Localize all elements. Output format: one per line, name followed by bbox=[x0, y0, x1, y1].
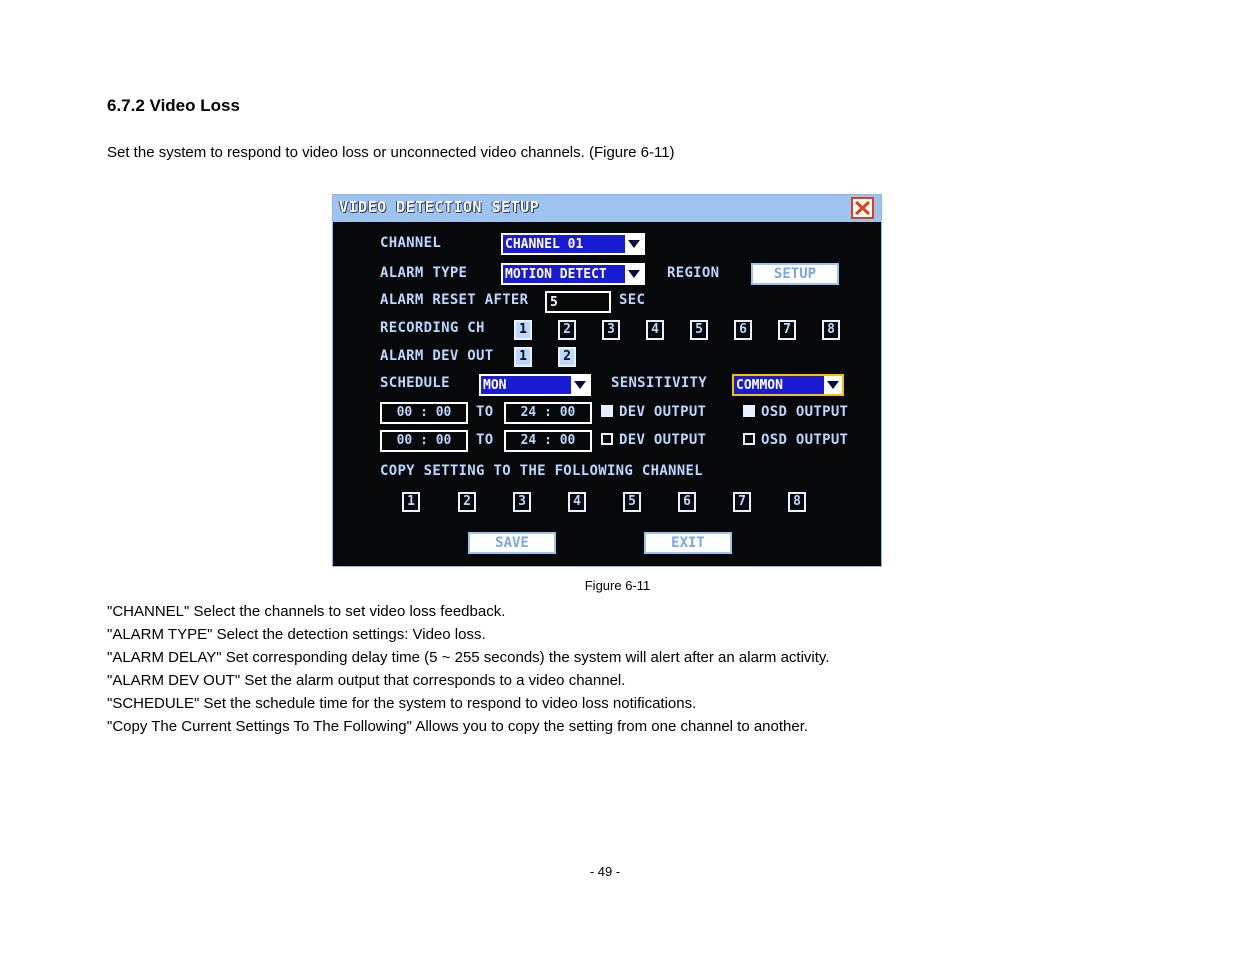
channel-label: CHANNEL bbox=[380, 235, 442, 251]
schedule-1-osd-output-label: OSD OUTPUT bbox=[761, 404, 849, 420]
schedule-1-osd-output-checkbox[interactable] bbox=[743, 405, 755, 417]
recording-ch-5-checkbox[interactable]: 5 bbox=[690, 320, 708, 340]
schedule-2-dev-output-checkbox[interactable] bbox=[601, 433, 613, 445]
recording-ch-3-checkbox[interactable]: 3 bbox=[602, 320, 620, 340]
copy-setting-label: COPY SETTING TO THE FOLLOWING CHANNEL bbox=[380, 463, 703, 479]
sec-label: SEC bbox=[619, 292, 646, 308]
intro-text: Set the system to respond to video loss or unconnected video channels. (Figure 6-11) bbox=[107, 144, 675, 161]
exit-button[interactable]: EXIT bbox=[644, 532, 732, 554]
schedule-day-select[interactable] bbox=[479, 374, 591, 396]
schedule-2-to-label: TO bbox=[476, 432, 494, 448]
schedule-2-osd-output-label: OSD OUTPUT bbox=[761, 432, 849, 448]
alarm-reset-input[interactable] bbox=[545, 291, 611, 313]
sensitivity-select[interactable] bbox=[732, 374, 844, 396]
description-schedule: "SCHEDULE" Set the schedule time for the system to respond to video loss notifications. bbox=[107, 695, 697, 712]
page-number: - 49 - bbox=[589, 864, 621, 879]
schedule-day-value: MON bbox=[483, 378, 507, 393]
description-copy-settings: "Copy The Current Settings To The Following" Allows you to copy the setting from one channel to another. bbox=[107, 718, 809, 735]
recording-ch-1-checkbox[interactable]: 1 bbox=[514, 320, 532, 340]
description-list bbox=[107, 600, 829, 738]
copy-ch-6-checkbox[interactable]: 6 bbox=[678, 492, 696, 512]
sensitivity-value: COMMON bbox=[736, 378, 783, 393]
description-alarm-delay: "ALARM DELAY" Set corresponding delay time (5 ~ 255 seconds) the system will alert after an alarm activity. bbox=[107, 649, 830, 666]
schedule-2-to-input[interactable]: 24 : 00 bbox=[504, 430, 592, 452]
copy-ch-2-checkbox[interactable]: 2 bbox=[458, 492, 476, 512]
recording-ch-8-checkbox[interactable]: 8 bbox=[822, 320, 840, 340]
schedule-label: SCHEDULE bbox=[380, 375, 450, 391]
recording-ch-7-checkbox[interactable]: 7 bbox=[778, 320, 796, 340]
alarm-reset-label: ALARM RESET AFTER bbox=[380, 292, 529, 308]
schedule-1-from-input[interactable]: 00 : 00 bbox=[380, 402, 468, 424]
copy-ch-3-checkbox[interactable]: 3 bbox=[513, 492, 531, 512]
copy-ch-7-checkbox[interactable]: 7 bbox=[733, 492, 751, 512]
figure-caption: Figure 6-11 bbox=[584, 578, 651, 593]
close-icon bbox=[855, 201, 870, 215]
chevron-down-icon bbox=[569, 376, 589, 394]
recording-ch-6-checkbox[interactable]: 6 bbox=[734, 320, 752, 340]
recording-ch-4-checkbox[interactable]: 4 bbox=[646, 320, 664, 340]
description-channel: "CHANNEL" Select the channels to set video loss feedback. bbox=[107, 603, 506, 620]
channel-select[interactable] bbox=[501, 233, 645, 255]
description-alarm-dev-out: "ALARM DEV OUT" Set the alarm output that corresponds to a video channel. bbox=[107, 672, 626, 689]
copy-ch-5-checkbox[interactable]: 5 bbox=[623, 492, 641, 512]
chevron-down-icon bbox=[623, 235, 643, 253]
alarm-out-1-checkbox[interactable]: 1 bbox=[514, 347, 532, 367]
dialog-title: VIDEO DETECTION SETUP bbox=[339, 198, 540, 216]
recording-ch-label: RECORDING CH bbox=[380, 320, 485, 336]
alarm-type-select[interactable] bbox=[501, 263, 645, 285]
alarm-out-2-checkbox[interactable]: 2 bbox=[558, 347, 576, 367]
schedule-1-dev-output-label: DEV OUTPUT bbox=[619, 404, 707, 420]
copy-ch-1-checkbox[interactable]: 1 bbox=[402, 492, 420, 512]
alarm-reset-value: 5 bbox=[550, 295, 558, 310]
alarm-dev-out-label: ALARM DEV OUT bbox=[380, 348, 494, 364]
schedule-1-dev-output-checkbox[interactable] bbox=[601, 405, 613, 417]
copy-ch-8-checkbox[interactable]: 8 bbox=[788, 492, 806, 512]
schedule-2-from-input[interactable]: 00 : 00 bbox=[380, 430, 468, 452]
save-button[interactable]: SAVE bbox=[468, 532, 556, 554]
section-heading: 6.7.2 Video Loss bbox=[107, 96, 240, 115]
schedule-2-osd-output-checkbox[interactable] bbox=[743, 433, 755, 445]
schedule-1-to-label: TO bbox=[476, 404, 494, 420]
schedule-1-to-input[interactable]: 24 : 00 bbox=[504, 402, 592, 424]
chevron-down-icon bbox=[822, 376, 842, 394]
dialog-title-bar bbox=[333, 195, 881, 222]
region-label: REGION bbox=[667, 265, 720, 281]
setup-button[interactable]: SETUP bbox=[751, 263, 839, 285]
schedule-2-dev-output-label: DEV OUTPUT bbox=[619, 432, 707, 448]
chevron-down-icon bbox=[623, 265, 643, 283]
sensitivity-label: SENSITIVITY bbox=[611, 375, 708, 391]
description-alarm-type: "ALARM TYPE" Select the detection settings: Video loss. bbox=[107, 626, 486, 643]
alarm-type-label: ALARM TYPE bbox=[380, 265, 468, 281]
recording-ch-2-checkbox[interactable]: 2 bbox=[558, 320, 576, 340]
alarm-type-select-value: MOTION DETECT bbox=[505, 267, 607, 282]
close-button[interactable] bbox=[851, 197, 874, 219]
video-detection-setup-dialog bbox=[332, 194, 882, 567]
channel-select-value: CHANNEL 01 bbox=[505, 237, 584, 252]
copy-ch-4-checkbox[interactable]: 4 bbox=[568, 492, 586, 512]
